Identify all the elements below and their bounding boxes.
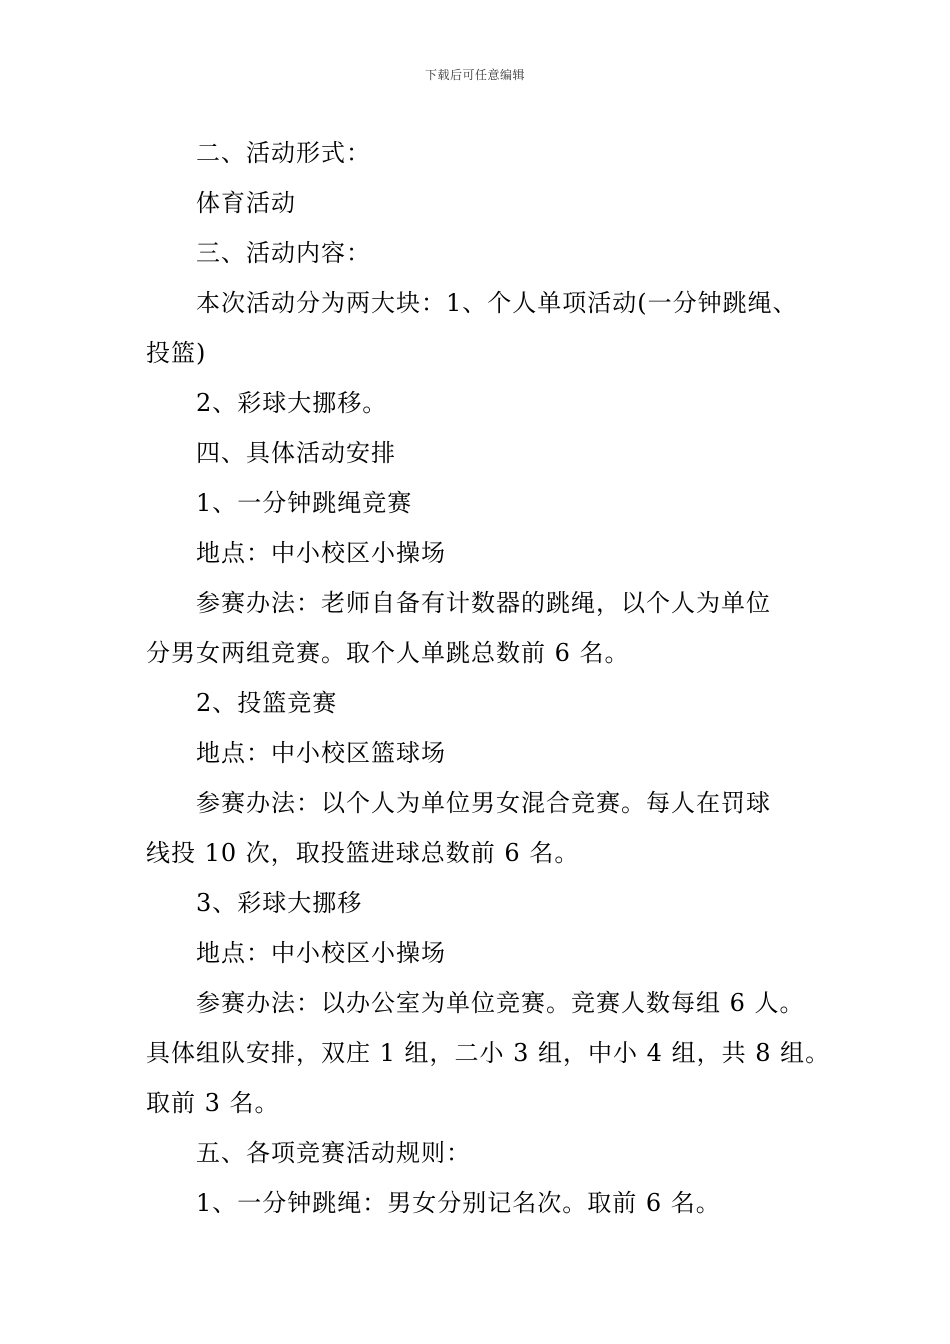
paragraph-line: 体育活动 bbox=[196, 189, 296, 217]
paragraph-line: 地点：中小校区篮球场 bbox=[196, 739, 446, 767]
paragraph-line: 取前 3 名。 bbox=[146, 1089, 280, 1117]
paragraph-line: 参赛办法：以个人为单位男女混合竞赛。每人在罚球 bbox=[196, 789, 771, 817]
paragraph-line: 地点：中小校区小操场 bbox=[196, 939, 446, 967]
paragraph-line: 二、活动形式： bbox=[196, 139, 371, 167]
paragraph-line: 地点：中小校区小操场 bbox=[196, 539, 446, 567]
page-header-note: 下载后可任意编辑 bbox=[424, 68, 525, 82]
paragraph-line: 1、一分钟跳绳竞赛 bbox=[196, 489, 413, 517]
paragraph-line: 3、彩球大挪移 bbox=[196, 889, 363, 917]
paragraph-line: 2、投篮竞赛 bbox=[196, 689, 338, 717]
paragraph-line: 投篮) bbox=[146, 339, 207, 367]
paragraph-line: 本次活动分为两大块：1、个人单项活动(一分钟跳绳、 bbox=[196, 289, 798, 317]
paragraph-line: 五、各项竞赛活动规则： bbox=[196, 1139, 471, 1167]
paragraph-line: 2、彩球大挪移。 bbox=[196, 389, 388, 417]
paragraph-line: 三、活动内容： bbox=[196, 239, 371, 267]
document-body bbox=[146, 128, 836, 1228]
paragraph-line: 1、一分钟跳绳：男女分别记名次。取前 6 名。 bbox=[196, 1189, 721, 1217]
paragraph-line: 四、具体活动安排 bbox=[196, 439, 396, 467]
paragraph-line: 线投 10 次，取投篮进球总数前 6 名。 bbox=[146, 839, 580, 867]
paragraph-line: 参赛办法：以办公室为单位竞赛。竞赛人数每组 6 人。 bbox=[196, 989, 805, 1017]
paragraph-line: 具体组队安排，双庄 1 组，二小 3 组，中小 4 组，共 8 组。 bbox=[146, 1039, 831, 1067]
paragraph-line: 参赛办法：老师自备有计数器的跳绳，以个人为单位 bbox=[196, 589, 771, 617]
paragraph-line: 分男女两组竞赛。取个人单跳总数前 6 名。 bbox=[146, 639, 630, 667]
